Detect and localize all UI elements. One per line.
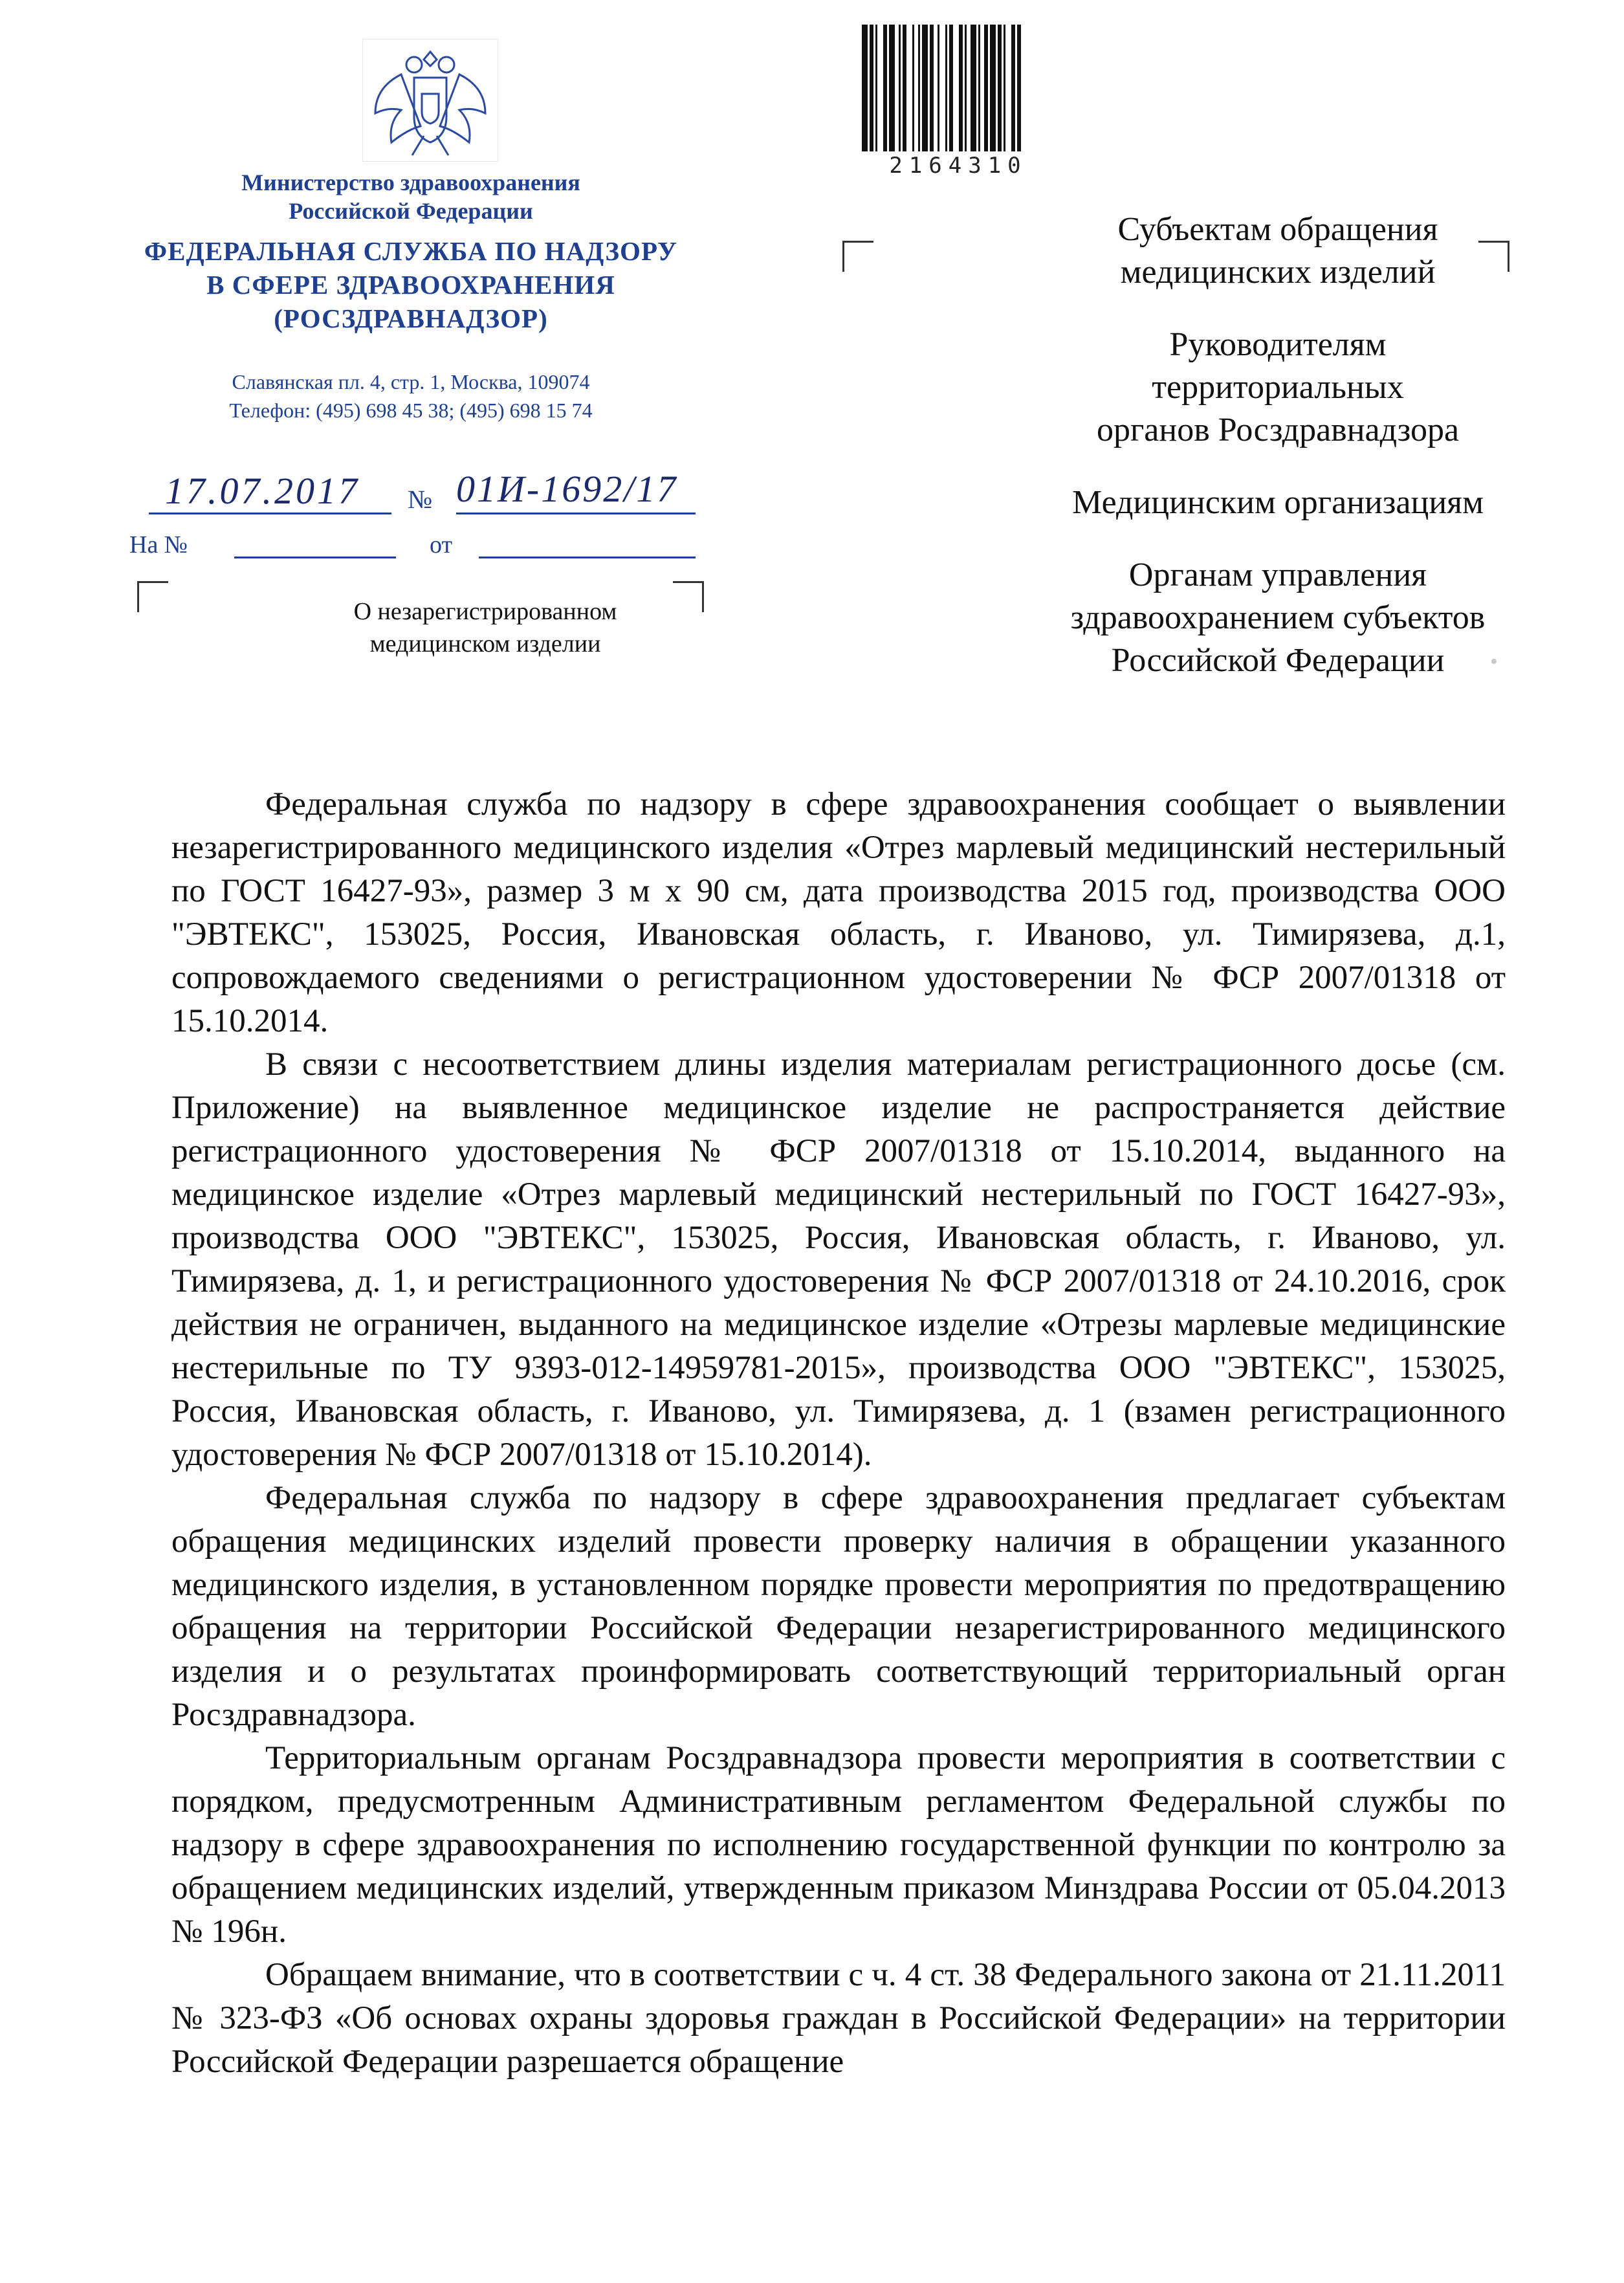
addressee-line: Органам управления <box>1128 557 1427 593</box>
addressee-line: территориальных <box>1152 369 1404 406</box>
addressee-line: Субъектам обращения <box>1117 211 1438 248</box>
barcode-bar <box>889 25 895 151</box>
service-name <box>107 234 715 335</box>
body-paragraph-2: В связи с несоответствием длины изделия материалам регистрационного досье (см. Приложение) на выявленное медицинское изделие не распространяется действие регистрационного удостоверения № ФСР 2007/01318 от 15.10.2014, выданного на медицинское изделие «Отрез марлевый медицинский нестерильный по ГОСТ 16427-93», производства ООО "ЭВТЕКС", 153025, Россия, Ивановская область, г. Иваново, ул. Тимирязева, д. 1, и регистрационного удостоверения № ФСР 2007/01318 от 24.10.2016, срок действия не ограничен, выданного на медицинское изделие «Отрезы марлевые медицинские нестерильные по ТУ 9393-012-14959781-2015», производства ООО "ЭВТЕКС", 153025, Россия, Ивановская область, г. Иваново, ул. Тимирязева, д. 1 (взамен регистрационного удостоверения № ФСР 2007/01318 от 15.10.2014). <box>171 1046 1506 1473</box>
barcode-number: 2164310 <box>889 153 1027 179</box>
barcode-bar <box>938 25 939 151</box>
barcode-bar <box>965 25 967 151</box>
addressee-block <box>971 208 1585 712</box>
service-line-2: В СФЕРЕ ЗДРАВООХРАНЕНИЯ <box>206 270 615 300</box>
barcode-bar <box>918 25 920 151</box>
number-label: № <box>408 485 433 514</box>
reference-line <box>129 531 188 559</box>
service-line-1: ФЕДЕРАЛЬНАЯ СЛУЖБА ПО НАДЗОРУ <box>144 236 678 266</box>
barcode-bar <box>883 25 887 151</box>
addressee-line: здравоохранением субъектов <box>1070 599 1486 636</box>
number-underline <box>456 513 696 514</box>
barcode-bar <box>1011 25 1015 151</box>
letter-body <box>171 783 1506 2084</box>
barcode-bar <box>903 25 906 151</box>
barcode-bar <box>984 25 988 151</box>
subject <box>278 595 692 660</box>
reference-date-label: от <box>430 531 453 558</box>
body-paragraph-3: Федеральная служба по надзору в сфере здравоохранения предлагает субъектам обращения медицинских изделий провести проверку наличия в обращении указанного медицинского изделия, в установленном порядке провести мероприятия по предотвращению обращения на территории Российской Федерации незарегистрированного медицинского изделия и о результатах проинформировать соответствующий территориальный орган Росздравнадзора. <box>171 1480 1506 1733</box>
subject-line-2: медицинском изделии <box>369 630 601 657</box>
phone-line: Телефон: (495) 698 45 38; (495) 698 15 74 <box>229 399 593 422</box>
addressee-line: Руководителям <box>1169 326 1387 363</box>
barcode-bar <box>945 25 947 151</box>
reference-number-blank <box>234 557 396 558</box>
barcode-bar <box>971 25 976 151</box>
addressee-corner-left <box>842 241 873 272</box>
address-line: Славянская пл. 4, стр. 1, Москва, 109074 <box>232 370 590 393</box>
ministry-line-1: Министерство здравоохранения <box>241 170 580 195</box>
barcode-bar <box>862 25 868 151</box>
reference-date-blank <box>479 557 696 558</box>
body-paragraph-4: Территориальным органам Росздравнадзора провести мероприятия в соответствии с порядком, предусмотренным Административным регламентом Федеральной службы по надзору в сфере здравоохранения по исполнению государственной функции по контролю за обращением медицинских изделий, утвержденным приказом Минздрава России от 05.04.2013 № 196н. <box>171 1740 1506 1950</box>
addressee-line: медицинских изделий <box>1120 254 1436 291</box>
reference-number-label: На № <box>129 531 188 558</box>
addressee-2 <box>971 324 1585 452</box>
registration-number: 01И-1692/17 <box>456 468 678 510</box>
addressee-line: Медицинским организациям <box>1072 484 1484 521</box>
barcode-bar <box>912 25 914 151</box>
barcode-bar <box>899 25 901 151</box>
addressee-1 <box>971 208 1585 294</box>
body-paragraph-5: Обращаем внимание, что в соответствии с ч. 4 ст. 38 Федерального закона от 21.11.2011 № 323-ФЗ «Об основах охраны здоровья граждан в Российской Федерации» на территории Российской Федерации разрешается обращение <box>171 1957 1506 2080</box>
subject-corner-left <box>137 581 168 612</box>
registration-date: 17.07.2017 <box>165 470 360 512</box>
service-address <box>152 368 670 425</box>
ministry-line-2: Российской Федерации <box>289 198 533 224</box>
barcode-bar <box>930 25 934 151</box>
barcode-bar <box>922 25 928 151</box>
ministry-name <box>152 168 670 225</box>
subject-line-1: О незарегистрированном <box>353 598 617 625</box>
barcode <box>859 25 1057 154</box>
barcode-bar <box>978 25 980 151</box>
barcode-bar <box>949 25 953 151</box>
addressee-3 <box>971 481 1585 524</box>
barcode-bar <box>990 25 996 151</box>
addressee-line: Российской Федерации <box>1111 642 1445 679</box>
barcode-bar <box>870 25 873 151</box>
barcode-bar <box>1004 25 1005 151</box>
date-underline <box>149 513 391 514</box>
barcode-bar <box>875 25 877 151</box>
body-paragraph-1: Федеральная служба по надзору в сфере здравоохранения сообщает о выявлении незарегистрированного медицинского изделия «Отрез марлевый медицинский нестерильный по ГОСТ 16427-93», размер 3 м х 90 см, дата производства 2015 год, производства ООО "ЭВТЕКС", 153025, Россия, Ивановская область, г. Иваново, ул. Тимирязева, д.1, сопровождаемого сведениями о регистрационном удостоверении № ФСР 2007/01318 от 15.10.2014. <box>171 786 1506 1039</box>
barcode-bar <box>1017 25 1021 151</box>
service-line-3: (РОСЗДРАВНАДЗОР) <box>274 303 548 333</box>
barcode-bar <box>959 25 963 151</box>
state-emblem-icon <box>362 39 498 162</box>
scan-speck <box>1491 659 1497 664</box>
addressee-line: органов Росздравнадзора <box>1096 412 1460 448</box>
barcode-bar <box>998 25 1002 151</box>
